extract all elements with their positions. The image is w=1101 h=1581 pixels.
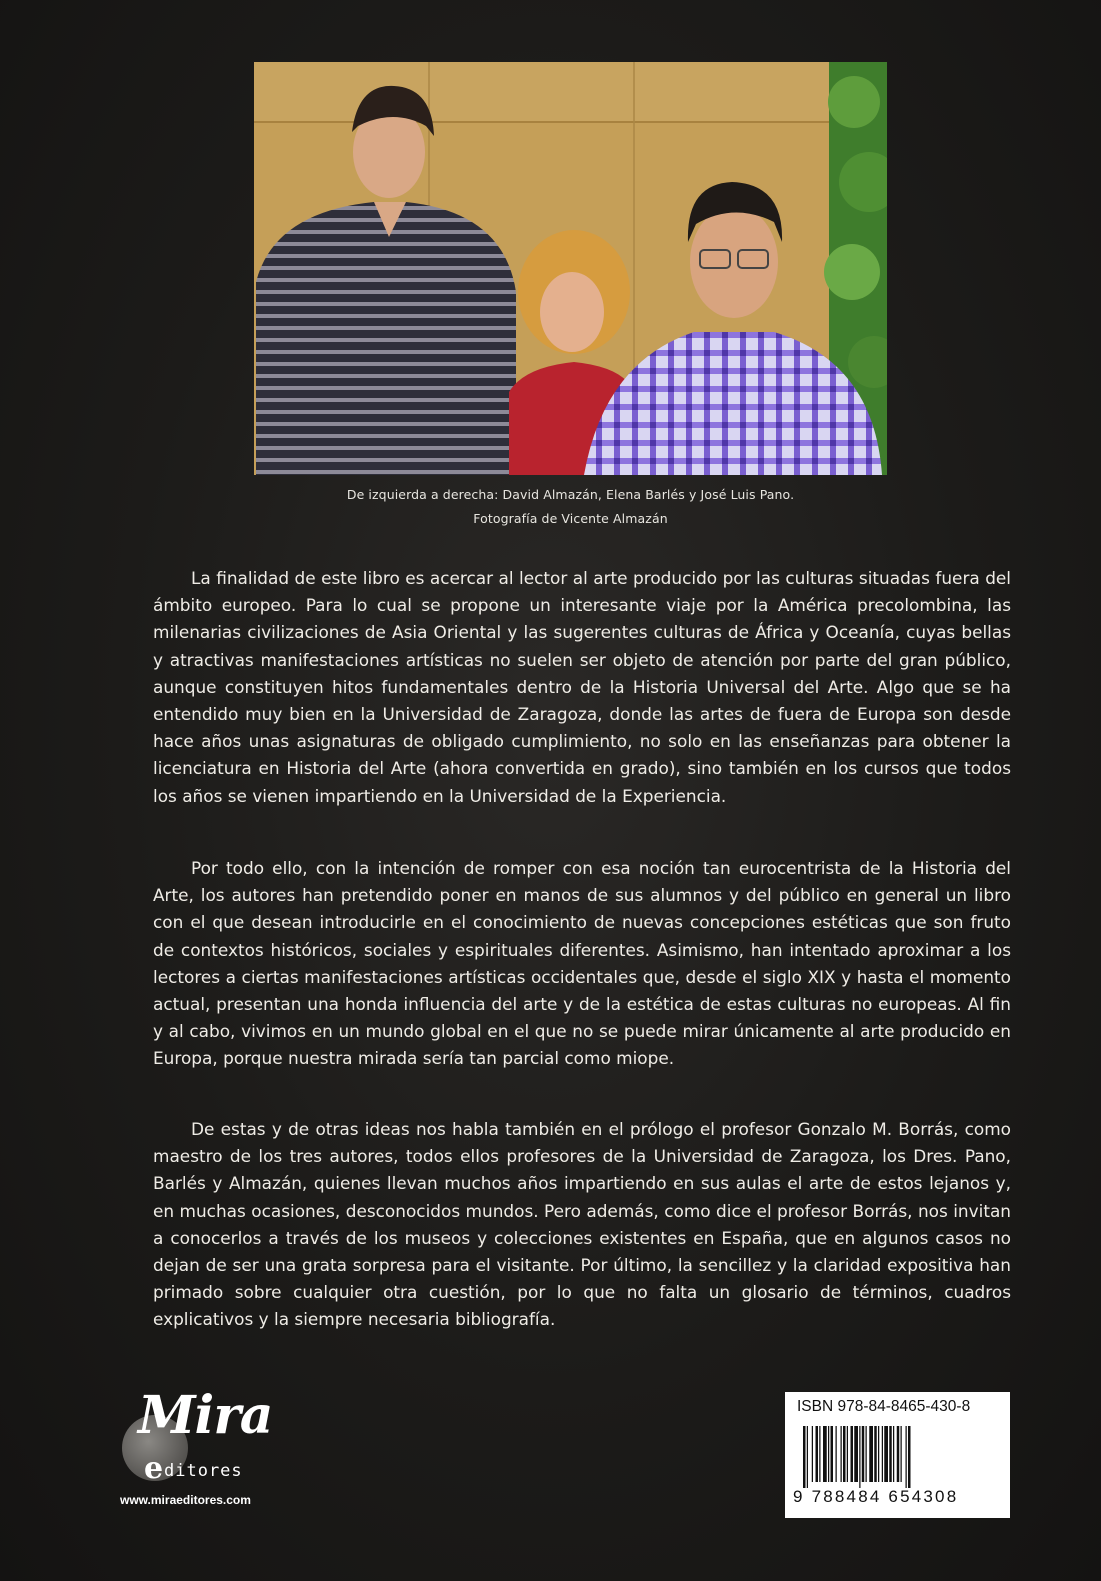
barcode-bar xyxy=(859,1426,860,1488)
barcode-bar xyxy=(882,1426,883,1482)
isbn-barcode-box xyxy=(785,1392,1010,1518)
barcode-bar xyxy=(819,1426,820,1482)
isbn-label: ISBN 978-84-8465-430-8 xyxy=(797,1398,971,1415)
barcode-bar xyxy=(836,1426,837,1482)
isbn-digits: 9 788484 654308 xyxy=(793,1487,959,1506)
barcode-bar xyxy=(866,1426,867,1482)
barcode-bar xyxy=(823,1426,827,1482)
barcode-bar xyxy=(807,1426,808,1488)
photo-caption-credit: Fotografía de Vicente Almazán xyxy=(473,511,668,526)
body-paragraph-3: De estas y de otras ideas nos habla también en el prólogo el profesor Gonzalo M. Borrás, como maestro de los tres autores, todos ellos profesores de la Universidad de Zaragoza, los Dres. Pano, Barlés y Almazán, quienes llevan muchos años impartiendo en sus aulas el arte de estos lejanos y, en muchas ocasiones, desconocidos mundos. Pero además, como dice el profesor Borrás, nos invitan a conocerlos a través de los museos y colecciones existentes en España, que en algunos casos no dejan de ser una grata sorpresa para el visitante. Por último, la sencillez y la claridad expositiva han primado sobre cualquier otra cuestión, por lo que no falta un glosario de términos, cuadros explicativos y la siempre necesaria bibliografía. xyxy=(153,1119,1011,1330)
barcode-bar xyxy=(906,1426,907,1488)
barcode-bar xyxy=(874,1426,877,1482)
logo-wordmark: Mira xyxy=(138,1385,273,1446)
photo-caption-names: De izquierda a derecha: David Almazán, Elena Barlés y José Luis Pano. xyxy=(346,487,795,502)
barcode-bar xyxy=(816,1426,819,1482)
barcode-bar xyxy=(854,1426,858,1482)
barcode-bar xyxy=(831,1426,834,1482)
body-paragraph-2: Por todo ello, con la intención de romper con esa noción tan eurocentrista de la Historia del Arte, los autores han pretendido poner en manos de sus alumnos y del público en general un libro con el que desean introducirle en el conocimiento de nuevas concepciones estéticas que son fruto de contextos históricos, sociales y espirituales diferentes. Asimismo, han intentado aproximar a los lectores a ciertas manifestaciones artísticas occidentales que, desde el siglo XIX y hasta el momento actual, presentan una honda influencia del arte y de la estética de estas culturas no europeas. Al fin y al cabo, vivimos en un mundo global en el que no se puede mirar únicamente al arte producido en Europa, porque nuestra mirada sería tan parcial como miope. xyxy=(153,858,1011,1069)
barcode-bar xyxy=(878,1426,879,1482)
barcode-bar xyxy=(828,1426,829,1482)
publisher-url: www.miraeditores.com xyxy=(120,1493,251,1507)
barcode-bar xyxy=(851,1426,854,1482)
logo-e-letter: e xyxy=(144,1451,164,1486)
barcode-bar xyxy=(908,1426,911,1488)
barcode-bar xyxy=(893,1426,894,1482)
barcode-bar xyxy=(889,1426,892,1482)
barcode-bar xyxy=(869,1426,873,1482)
barcode-bar xyxy=(901,1426,902,1482)
barcode-bar xyxy=(847,1426,848,1482)
barcode-bar xyxy=(862,1426,865,1482)
publisher-logo xyxy=(110,1385,285,1510)
barcode-bar xyxy=(884,1426,888,1482)
body-paragraph-1: La finalidad de este libro es acercar al lector al arte producido por las culturas situadas fuera del ámbito europeo. Para lo cual se propone un interesante viaje por la América precolombina, las milenarias civilizaciones de Asia Oriental y las sugerentes culturas de África y Oceanía, cuyas bellas y atractivas manifestaciones artísticas no suelen ser objeto de atención por parte del gran público, aunque constituyen hitos fundamentales dentro de la Historia Universal del Arte. Algo que se ha entendido muy bien en la Universidad de Zaragoza, donde las artes de fuera de Europa son desde hace años unas asignaturas de obligado cumplimiento, no solo en las enseñanzas para obtener la licenciatura en Historia del Arte (ahora convertida en grado), sino también en los cursos que todos los años se vienen impartiendo en la Universidad de la Experiencia. xyxy=(153,568,1011,806)
barcode-bar xyxy=(897,1426,900,1482)
barcode-bar xyxy=(841,1426,842,1482)
barcode-bar xyxy=(812,1426,813,1482)
authors-photo-illustration xyxy=(254,62,887,475)
logo-editores-text: ditores xyxy=(164,1461,243,1481)
barcode xyxy=(803,1426,993,1488)
barcode-bar xyxy=(803,1426,806,1488)
barcode-bar xyxy=(843,1426,846,1482)
authors-photo xyxy=(254,62,887,475)
